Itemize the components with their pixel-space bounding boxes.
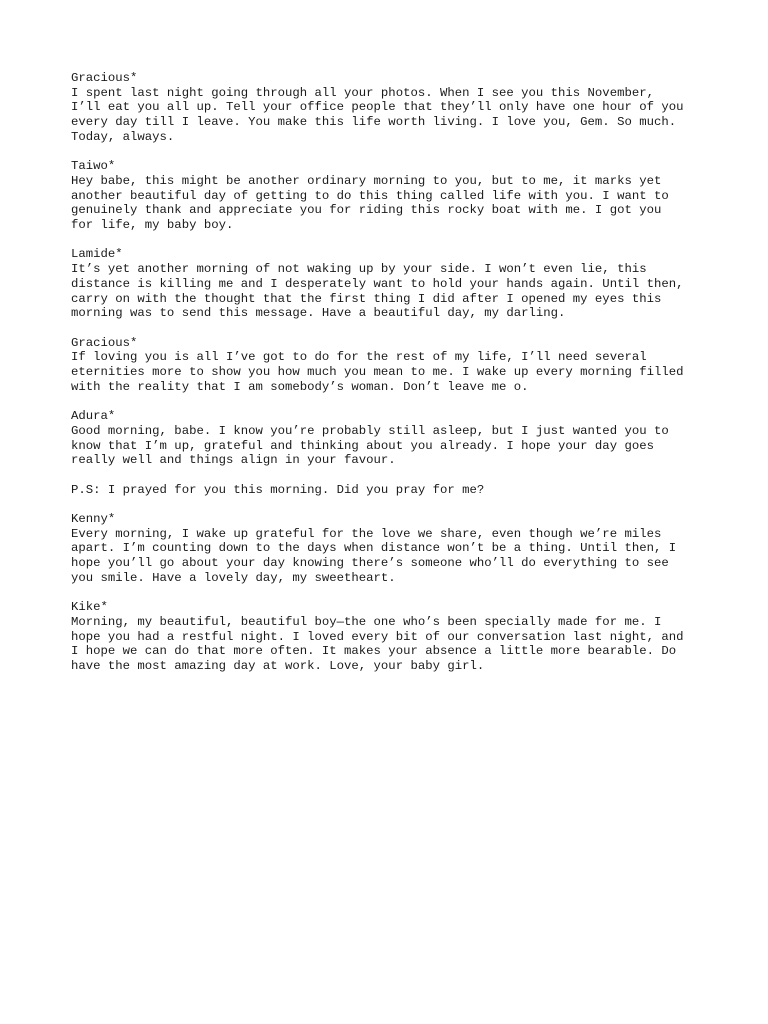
- entry-line: Hey babe, this might be another ordinary morning to you, but to me, it marks yet: [71, 173, 662, 188]
- entry-line: every day till I leave. You make this life worth living. I love you, Gem. So much.: [71, 115, 677, 130]
- entry-name: Taiwo*: [71, 159, 116, 174]
- message-entry: [71, 512, 711, 586]
- entry-name: Kenny*: [71, 512, 116, 526]
- entry-line: have the most amazing day at work. Love, your baby girl.: [71, 659, 485, 674]
- entry-line: really well and things align in your favour.: [71, 453, 396, 468]
- entry-line: with the reality that I am somebody’s woman. Don’t leave me o.: [71, 379, 529, 394]
- entry-line: I hope we can do that more often. It makes your absence a little more bearable. Do: [71, 644, 677, 659]
- postscript-note: P.S: I prayed for you this morning. Did you pray for me?: [71, 482, 485, 497]
- entry-line: eternities more to show you how much you mean to me. I wake up every morning filled: [71, 365, 684, 380]
- entry-name: Gracious*: [71, 71, 138, 85]
- entry-line: for life, my baby boy.: [71, 218, 234, 233]
- entry-line: morning was to send this message. Have a beautiful day, my darling.: [71, 306, 566, 321]
- entry-name: Lamide*: [71, 247, 123, 262]
- entry-line: hope you had a restful night. I loved every bit of our conversation last night, and: [71, 629, 684, 644]
- entry-line: hope you’ll go about your day knowing there’s someone who’ll do everything to see: [71, 556, 669, 571]
- entry-line: apart. I’m counting down to the days when distance won’t be a thing. Until then, I: [71, 541, 677, 556]
- message-entry: [71, 409, 711, 468]
- message-entry: [71, 336, 711, 395]
- entry-line: Good morning, babe. I know you’re probably still asleep, but I just wanted you to: [71, 423, 669, 438]
- document-page: [71, 71, 711, 688]
- entry-line: know that I’m up, grateful and thinking about you already. I hope your day goes: [71, 438, 654, 453]
- entry-name: Gracious*: [71, 335, 138, 350]
- entry-name: Adura*: [71, 409, 116, 424]
- entry-line: you smile. Have a lovely day, my sweetheart.: [71, 570, 396, 585]
- message-entry: [71, 600, 711, 674]
- entry-line: It’s yet another morning of not waking up by your side. I won’t even lie, this: [71, 262, 647, 277]
- entry-line: genuinely thank and appreciate you for riding this rocky boat with me. I got you: [71, 203, 662, 218]
- message-entry: [71, 71, 711, 145]
- message-entry: [71, 247, 711, 321]
- message-entry: [71, 159, 711, 233]
- entry-line: I spent last night going through all your photos. When I see you this November,: [71, 85, 654, 100]
- entry-line: Today, always.: [71, 129, 175, 144]
- entry-line: If loving you is all I’ve got to do for the rest of my life, I’ll need several: [71, 350, 647, 365]
- entry-line: distance is killing me and I desperately want to hold your hands again. Until then,: [71, 276, 684, 291]
- entry-name: Kike*: [71, 600, 108, 615]
- entry-line: carry on with the thought that the first thing I did after I opened my eyes this: [71, 291, 662, 306]
- entry-line: I’ll eat you all up. Tell your office people that they’ll only have one hour of you: [71, 100, 684, 115]
- entry-line: Morning, my beautiful, beautiful boy—the one who’s been specially made for me. I: [71, 614, 662, 629]
- entry-line: another beautiful day of getting to do this thing called life with you. I want to: [71, 188, 669, 203]
- entry-line: Every morning, I wake up grateful for the love we share, even though we’re miles: [71, 526, 662, 541]
